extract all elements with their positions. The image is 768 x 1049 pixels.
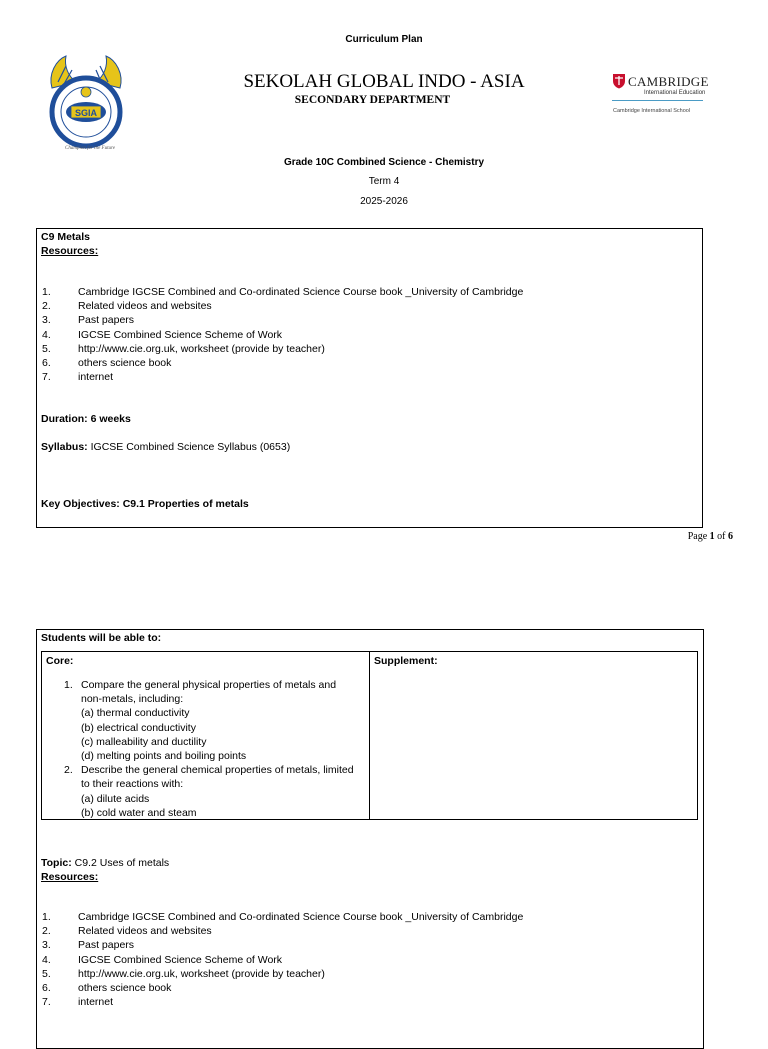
list-item: 1. Cambridge IGCSE Combined and Co-ordinated Science Course book _University of Cambridge [42, 911, 524, 923]
logo-motto: Champion for the Future [65, 146, 115, 151]
list-item: 2. Related videos and websites [42, 925, 212, 938]
list-item: 1. Cambridge IGCSE Combined and Co-ordinated Science Course book _University of Cambridge [42, 286, 524, 298]
list-item: 5. http://www.cie.org.uk, worksheet (provide by teacher) [42, 967, 325, 980]
objectives-box [36, 629, 704, 1049]
resources-list [37, 285, 697, 384]
table-divider [369, 652, 370, 819]
list-item: 3. Past papers [42, 939, 135, 952]
cambridge-sub: International Education [644, 90, 706, 96]
supplement-heading: Supplement: [374, 655, 438, 667]
list-item: 4. IGCSE Combined Science Scheme of Work [42, 953, 283, 966]
doc-title: Curriculum Plan [345, 34, 423, 45]
list-item: 6. others science book [42, 982, 172, 995]
term: Term 4 [368, 176, 400, 187]
school-name: SEKOLAH GLOBAL INDO - ASIA [243, 71, 525, 92]
core-item: 2. Describe the general chemical properties of metals, limited to their reactions with: (a) dilute acids (b) cold water and steam [64, 764, 354, 819]
key-objectives: Key Objectives: C9.1 Properties of metals [41, 498, 249, 510]
unit-title: C9 Metals [41, 231, 91, 243]
list-item: 3. Past papers [42, 314, 135, 327]
grade-title: Grade 10C Combined Science - Chemistry [283, 157, 485, 168]
logo-text: SGIA [74, 108, 98, 118]
list-item: 7. internet [42, 996, 114, 1009]
page-number: Page 1 of 6 [687, 531, 733, 542]
core-item: 1. Compare the general physical properties of metals and non-metals, including: (a) thermal conductivity (b) electrical conductivity (c) malleability and ductility (d) melting points and boiling points [64, 679, 337, 763]
topic: Topic: C9.2 Uses of metals [41, 857, 170, 869]
core-heading: Core: [46, 655, 74, 667]
list-item: 5. http://www.cie.org.uk, worksheet (provide by teacher) [42, 342, 325, 355]
list-item: 2. Related videos and websites [42, 300, 212, 313]
cambridge-word: CAMBRIDGE [628, 74, 709, 89]
resources-list-2 [37, 910, 697, 1009]
unit-box [36, 228, 703, 528]
cambridge-divider [612, 100, 703, 101]
list-item: 6. others science book [42, 357, 172, 370]
students-heading: Students will be able to: [41, 632, 162, 644]
duration: Duration: 6 weeks [41, 413, 131, 425]
syllabus: Syllabus: IGCSE Combined Science Syllabus (0653) [41, 441, 291, 453]
core-list [42, 678, 369, 820]
list-item: 7. internet [42, 371, 114, 384]
core-supplement-table [41, 651, 698, 820]
academic-year: 2025-2026 [360, 196, 408, 207]
list-item: 4. IGCSE Combined Science Scheme of Work [42, 328, 283, 341]
department-name: SECONDARY DEPARTMENT [294, 94, 451, 106]
resources-heading-2: Resources: [41, 871, 99, 883]
cambridge-shield-icon [612, 73, 626, 89]
cambridge-logo [612, 73, 712, 119]
cambridge-school: Cambridge International School [613, 108, 691, 114]
resources-heading: Resources: [41, 245, 99, 257]
